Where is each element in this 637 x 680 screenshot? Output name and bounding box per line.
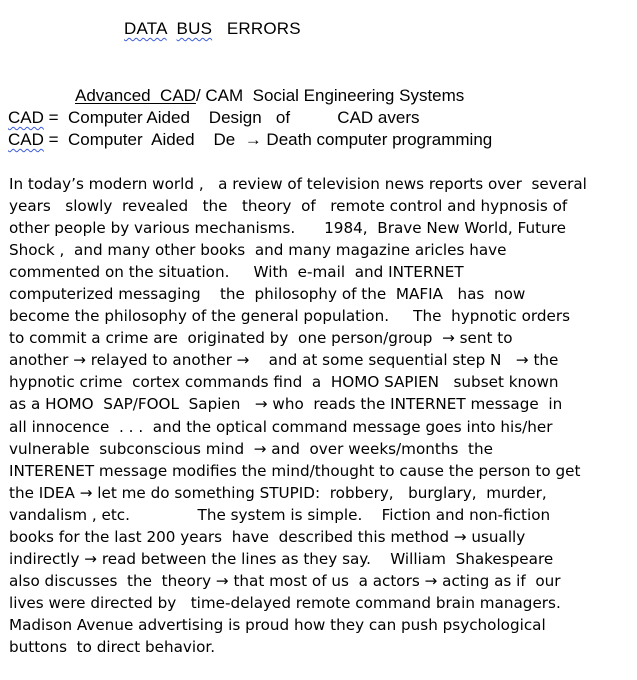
subtitle-line bbox=[75, 85, 464, 107]
body-line: books for the last 200 years have described this method → usually bbox=[9, 527, 526, 546]
cad-definition-line-2 bbox=[8, 129, 492, 151]
body-line: lives were directed by time-delayed remote command brain managers. bbox=[9, 593, 561, 612]
body-line: commented on the situation. With e-mail and INTERNET bbox=[9, 263, 464, 282]
body-line: vandalism , etc. The system is simple. Fiction and non-fiction bbox=[9, 505, 551, 524]
body-line: hypnotic crime cortex commands find a HOMO SAPIEN subset known bbox=[9, 373, 559, 392]
body-line: INTERENET message modifies the mind/thought to cause the person to get bbox=[9, 461, 581, 480]
cad-definition-1: = Computer Aided Design of CAD avers bbox=[43, 108, 420, 127]
document-title bbox=[124, 19, 301, 39]
subtitle-underlined: Advanced CAD bbox=[75, 86, 196, 105]
cad-definition-2: = Computer Aided De → Death computer programming bbox=[43, 130, 493, 149]
body-line: Madison Avenue advertising is proud how they can push psychological bbox=[9, 615, 546, 634]
cad-abbr-1: CAD bbox=[8, 108, 44, 127]
body-line: indirectly → read between the lines as they say. William Shakespeare bbox=[9, 549, 554, 568]
title-word-data: DATA bbox=[124, 19, 167, 38]
body-line: also discusses the theory → that most of us a actors → acting as if our bbox=[9, 571, 561, 590]
body-paragraph bbox=[9, 173, 633, 658]
body-line: as a HOMO SAP/FOOL Sapien → who reads the INTERNET message in bbox=[9, 395, 563, 414]
title-word-errors: ERRORS bbox=[226, 19, 301, 38]
body-line: vulnerable subconscious mind → and over weeks/months the bbox=[9, 439, 493, 458]
body-line: buttons to direct behavior. bbox=[9, 637, 216, 656]
body-line: computerized messaging the philosophy of the MAFIA has now bbox=[9, 285, 526, 304]
body-line: become the philosophy of the general population. The hypnotic orders bbox=[9, 307, 571, 326]
cad-definition-line-1 bbox=[8, 107, 419, 129]
body-line: to commit a crime are originated by one person/group → sent to bbox=[9, 329, 513, 348]
title-word-bus: BUS bbox=[176, 19, 213, 38]
body-line: Shock , and many other books and many magazine aricles have bbox=[9, 241, 507, 260]
subtitle-rest: / CAM Social Engineering Systems bbox=[195, 86, 465, 105]
body-line: other people by various mechanisms. 1984, Brave New World, Future bbox=[9, 219, 566, 238]
body-line: all innocence . . . and the optical command message goes into his/her bbox=[9, 417, 553, 436]
body-line: In today’s modern world , a review of television news reports over several bbox=[9, 175, 587, 193]
cad-abbr-2: CAD bbox=[8, 130, 44, 149]
body-line: another → relayed to another → and at some sequential step N → the bbox=[9, 351, 559, 370]
body-line: years slowly revealed the theory of remote control and hypnosis of bbox=[9, 197, 568, 216]
body-line: the IDEA → let me do something STUPID: robbery, burglary, murder, bbox=[9, 483, 547, 502]
